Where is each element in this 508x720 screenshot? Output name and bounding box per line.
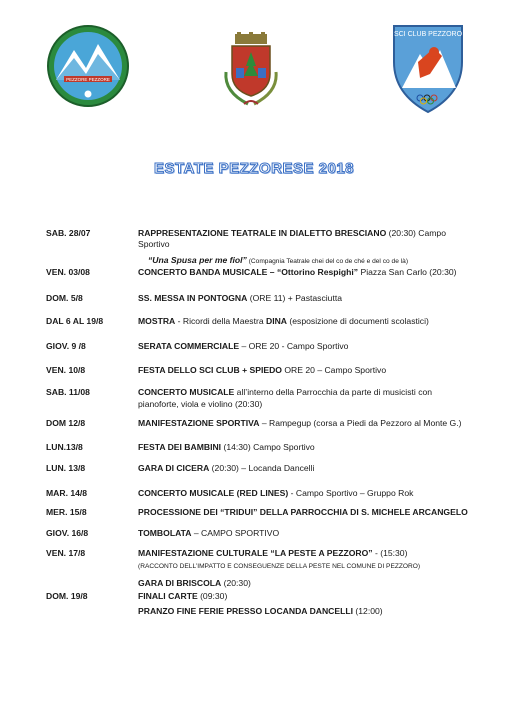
event-description: MANIFESTAZIONE SPORTIVA – Rampegup (corsa a Piedi da Pezzoro al Monte G.): [138, 418, 462, 428]
event-date: LUN.13/8: [46, 442, 83, 452]
page-title: ESTATE PEZZORESE 2018: [154, 160, 354, 177]
event-date: DOM. 19/8: [46, 591, 88, 601]
event-description: CONCERTO BANDA MUSICALE – “Ottorino Respighi” Piazza San Carlo (20:30): [138, 267, 457, 277]
event-date: DAL 6 AL 19/8: [46, 316, 104, 326]
event-date: SAB. 28/07: [46, 228, 91, 238]
ski-mountain-logo: [46, 24, 130, 108]
event-description: CONCERTO MUSICALE (RED LINES) - Campo Sportivo – Gruppo Rok: [138, 488, 414, 498]
event-description: FESTA DELLO SCI CLUB + SPIEDO ORE 20 – Campo Sportivo: [138, 365, 387, 375]
event-description: MOSTRA - Ricordi della Maestra DINA (esposizione di documenti scolastici): [138, 316, 429, 326]
event-date: VEN. 10/8: [46, 365, 86, 375]
event-date: LUN. 13/8: [46, 463, 86, 473]
sci-club-shield-logo: [390, 22, 466, 114]
event-date: DOM 12/8: [46, 418, 86, 428]
event-date: GIOV. 16/8: [46, 528, 89, 538]
event-description: SS. MESSA IN PONTOGNA (ORE 11) + Pastasciutta: [138, 293, 343, 303]
event-date: VEN. 03/08: [46, 267, 90, 277]
event-description: PROCESSIONE DEI “TRIDUI” DELLA PARROCCHIA DI S. MICHELE ARCANGELO: [138, 507, 468, 517]
event-date: MER. 15/8: [46, 507, 87, 517]
event-description: FESTA DEI BAMBINI (14:30) Campo Sportivo: [138, 442, 315, 452]
event-description: CONCERTO MUSICALE all’interno della Parrocchia da parte di musicisti con pianoforte, viola e violino (20:30): [138, 387, 433, 409]
event-description: SERATA COMMERCIALE – ORE 20 - Campo Sportivo: [138, 341, 349, 351]
coat-of-arms: [218, 32, 284, 110]
event-description: FINALI CARTE (09:30) PRANZO FINE FERIE PRESSO LOCANDA DANCELLI (12:00): [138, 591, 383, 616]
event-date: MAR. 14/8: [46, 488, 88, 498]
event-date: GIOV. 9 /8: [46, 341, 86, 351]
event-description: MANIFESTAZIONE CULTURALE “LA PESTE A PEZZORO” - (15:30) (RACCONTO DELL’IMPATTO E CONSEGUENZE DELLA PESTE NEL COMUNE DI PEZZORO) GARA DI BRISCOLA (20:30): [138, 548, 421, 588]
event-date: VEN. 17/8: [46, 548, 86, 558]
event-date: SAB. 11/08: [46, 387, 90, 397]
left-logo-text: PEZZORE PEZZORE: [66, 77, 110, 82]
right-logo-text: SCI CLUB PEZZORO: [393, 31, 463, 38]
event-description: GARA DI CICERA (20:30) – Locanda Dancelli: [138, 463, 315, 473]
event-description: RAPPRESENTAZIONE TEATRALE IN DIALETTO BRESCIANO (20:30) Campo Sportivo “Una Spusa per me fiol” (Compagnia Teatrale chei del co de ché e del co de là): [138, 228, 446, 265]
event-date: DOM. 5/8: [46, 293, 83, 303]
event-description: TOMBOLATA – CAMPO SPORTIVO: [138, 528, 280, 538]
